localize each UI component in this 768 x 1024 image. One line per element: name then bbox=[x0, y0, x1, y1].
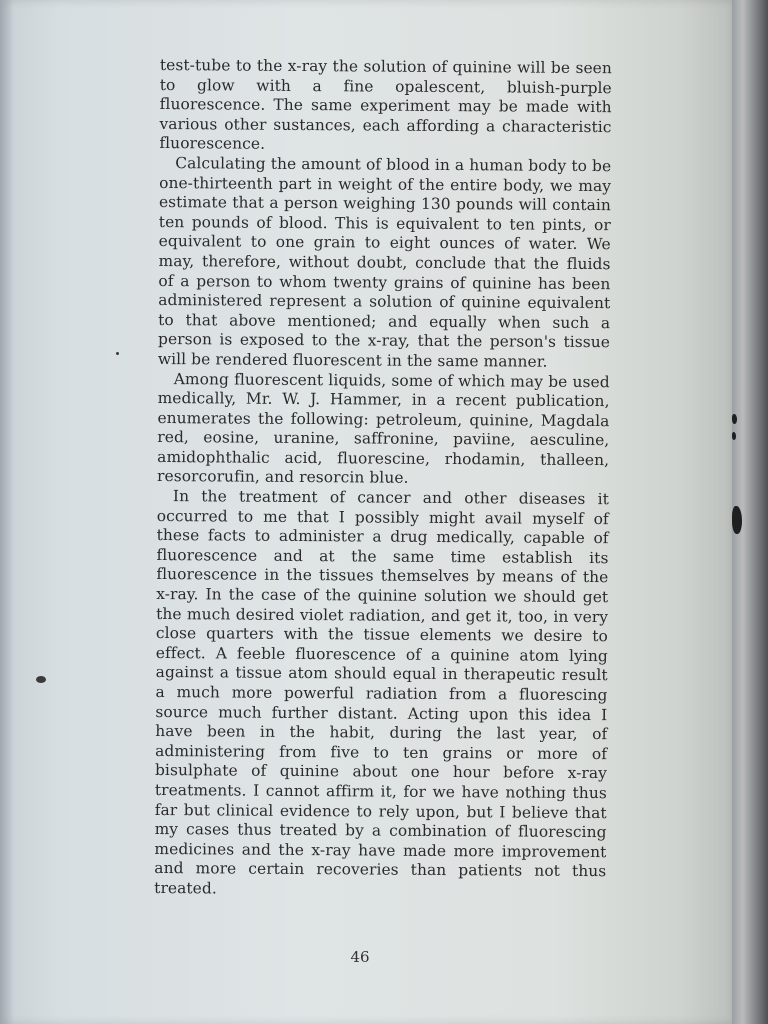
paper-speck bbox=[36, 676, 46, 683]
paragraph-4: In the treatment of cancer and other diseases it occurred to me that I possibly might avail myself of these facts to administer a drug medically, capable of fluorescence and at the same time establish its fluorescence in the tissues themselves by means of the x-ray. In the case of the quinine solution we should get the much desired violet radiation, and get it, too, in very close quarters with the tissue elements we desire to effect. A feeble fluorescence of a quinine atom lying against a tissue atom should equal in therapeutic result a much more powerful radiation from a fluorescing source much further distant. Acting upon this idea I have been in the habit, during the last year, of administering from five to ten grains or more of bisulphate of quinine about one hour before x-ray treatments. I cannot affirm it, for we have nothing thus far but clinical evidence to rely upon, but I believe that my cases thus treated by a combination of fluorescing medicines and the x-ray have made more improvement and more certain recoveries than patients not thus treated. bbox=[154, 487, 609, 898]
page-gutter bbox=[732, 0, 768, 1024]
body-text bbox=[154, 56, 612, 902]
paragraph-1: test-tube to the x-ray the solution of quinine will be seen to glow with a fine opalescent, bluish-purple fluorescence. The same experiment may be made with various other sustances, each affording a characteristic fluorescence. bbox=[159, 56, 612, 154]
page-number: 46 bbox=[350, 948, 370, 966]
binding-notch bbox=[732, 432, 736, 440]
paragraph-2: Calculating the amount of blood in a human body to be one-thirteenth part in weight of the entire body, we may estimate that a person weighing 130 pounds will contain ten pounds of blood. This is equivalent to ten pints, or equivalent to one grain to eight ounces of water. We may, therefore, without doubt, conclude that the fluids of a person to whom twenty grains of quinine has been administered represent a solution of quinine equivalent to that above mentioned; and equally when such a person is exposed to the x-ray, that the person's tissue will be rendered fluorescent in the same manner. bbox=[157, 154, 612, 371]
binding-notch bbox=[732, 506, 742, 534]
paper-speck bbox=[116, 352, 119, 355]
paragraph-3: Among fluorescent liquids, some of which may be used medically, Mr. W. J. Hammer, in a recent publication, enumerates the following: petroleum, quinine, Magdala red, eosine, uranine, saffronine, paviine, aesculine, amidophthalic acid, fluorescine, rhodamin, thalleen, resorcorufin, and resorcin blue. bbox=[157, 369, 610, 488]
binding-notch bbox=[732, 414, 737, 424]
